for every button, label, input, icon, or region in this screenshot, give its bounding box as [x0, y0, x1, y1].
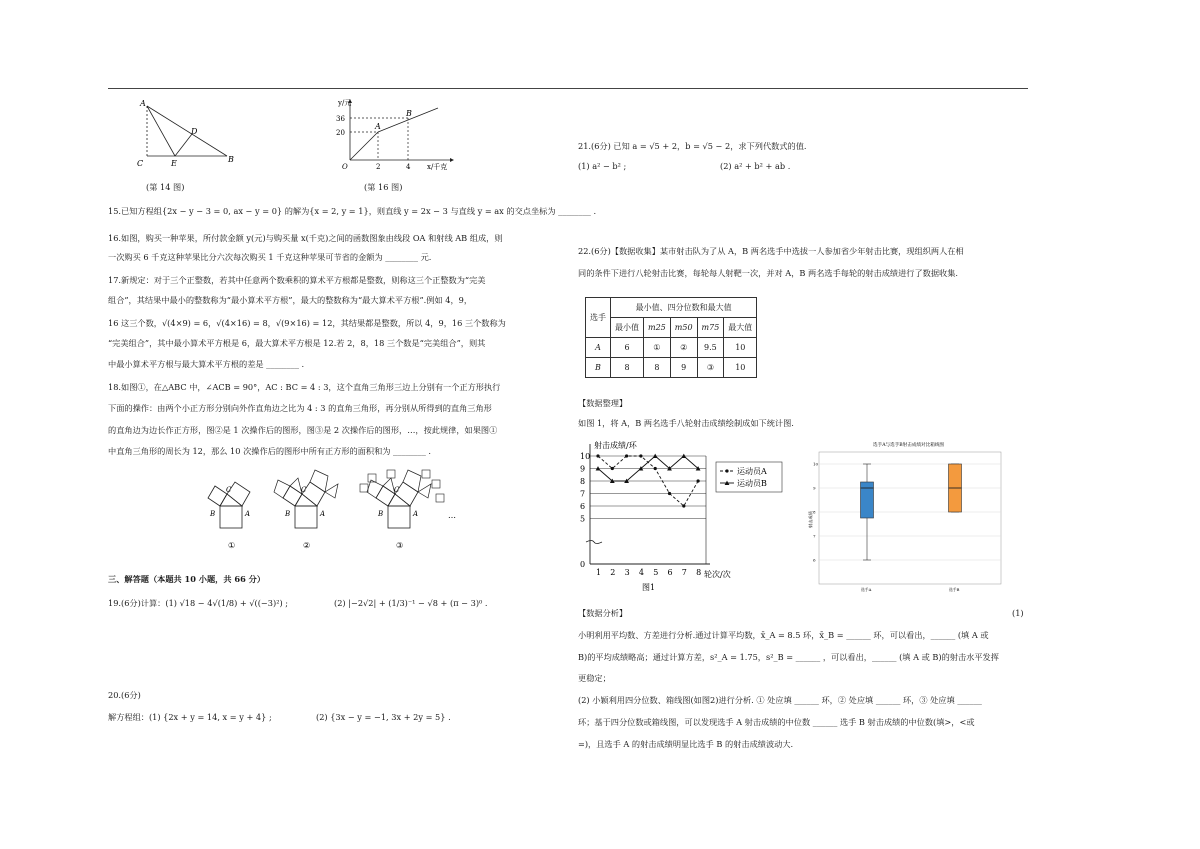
svg-text:B: B — [210, 510, 216, 518]
x-tick-label-b: 选手B — [949, 587, 960, 592]
analysis-1-line3: 更稳定； — [578, 673, 611, 683]
data-point-a — [639, 454, 642, 457]
question-21-part2: (2) a² + b² + ab . — [720, 161, 791, 171]
figure-caption: 图1 — [642, 583, 656, 592]
table-cell: 9 — [670, 358, 697, 378]
y-tick-label: 7 — [813, 533, 816, 539]
x-tick-label: 2 — [610, 568, 616, 577]
chart-title: 选手A与选手B射击成绩对比箱线图 — [873, 443, 945, 448]
fig18-stage1 — [208, 482, 250, 528]
question-18-line4: 中直角三角形的周长为 12，那么 10 次操作后的图形中所有正方形的面积和为 ________ . — [108, 446, 432, 456]
fig14-caption: (第 14 图) — [146, 182, 185, 192]
organize-heading: 【数据整理】 — [578, 398, 628, 408]
data-point-a — [654, 467, 657, 470]
fig16-xlabel: x/千克 — [427, 163, 448, 171]
fig16-tick-36: 36 — [336, 115, 345, 123]
legend-label-a: 运动员A — [737, 467, 767, 476]
y-tick-label: 10 — [813, 461, 819, 467]
x-tick-label: 3 — [624, 568, 630, 577]
x-tick-label: 1 — [596, 568, 602, 577]
table-header-player: 选手 — [586, 298, 611, 338]
plot-area — [819, 452, 1001, 584]
fig18-stage3 — [360, 470, 444, 528]
y-tick-label: 10 — [580, 452, 591, 461]
question-15: 15.已知方程组{2x − y − 3 = 0, ax − y = 0} 的解为{x = 2, y = 1}，则直线 y = 2x − 3 与直线 y = ax 的交点坐标为 ________ . — [108, 206, 597, 216]
table-cell: 6 — [611, 338, 644, 358]
data-point-a — [668, 492, 671, 495]
fig16-label-B: B — [406, 109, 412, 118]
fig18-stage2 — [274, 470, 338, 528]
y-tick-label: 8 — [580, 477, 586, 486]
fig16-caption: (第 16 图) — [364, 182, 403, 192]
fig14-label-C: C — [137, 159, 144, 168]
svg-text:A: A — [245, 510, 251, 518]
fig14-label-A: A — [140, 99, 146, 108]
question-22-line1: 22.(6分)【数据收集】某市射击队为了从 A，B 两名选手中选拔一人参加省少年射击比赛，现组织两人在相 — [578, 246, 964, 256]
analysis-2-line1: (2) 小颖利用四分位数、箱线图(如图2)进行分析. ① 处应填 ______ 环，② 处应填 ______ 环，③ 处应填 ______ — [578, 695, 982, 705]
x-tick-label: 7 — [681, 568, 687, 577]
table-col-min: 最小值 — [611, 318, 644, 338]
table-col-max: 最大值 — [724, 318, 757, 338]
svg-text:B: B — [378, 510, 384, 518]
table-row — [586, 358, 757, 378]
question-17-line5: 中最小算术平方根与最大算术平方根的差是 ________ . — [108, 359, 305, 369]
header-rule — [108, 88, 1028, 89]
table-row — [586, 338, 757, 358]
analysis-1-line1: 小明利用平均数、方差进行分析.通过计算平均数，x̄_A = 8.5 环，x̄_B = ______ 环，可以看出，______ (填 A 或 — [578, 630, 989, 640]
question-20-part2: (2) {3x − y = −1, 3x + 2y = 5} . — [316, 712, 451, 722]
x-tick-label: 6 — [667, 568, 673, 577]
data-point-a — [625, 454, 628, 457]
y-tick-label: 9 — [813, 485, 816, 491]
analysis-2-line2: 环；基于四分位数或箱线图，可以发现选手 A 射击成绩的中位数 ______ 选手 B 射击成绩的中位数(填>，<或 — [578, 717, 975, 727]
table-cell: 8 — [644, 358, 671, 378]
table-cell: ② — [670, 338, 697, 358]
y-tick-label: 9 — [580, 464, 586, 474]
analysis-heading: 【数据分析】 — [578, 608, 628, 618]
svg-text:B: B — [285, 510, 291, 518]
table-cell: 8 — [611, 358, 644, 378]
fig14-label-B: B — [228, 155, 234, 164]
x-tick-label-a: 选手A — [861, 587, 872, 592]
table-header-group: 最小值、四分位数和最大值 — [611, 298, 757, 318]
fig16-label-O: O — [342, 163, 348, 171]
table-col-m25: m25 — [644, 318, 671, 338]
question-16-line2: 一次购买 6 千克这种苹果比分六次每次购买 1 千克这种苹果可节省的金额为 ________ 元. — [108, 252, 432, 262]
table-cell: ① — [644, 338, 671, 358]
x-tick-label: 4 — [638, 568, 644, 577]
table-cell: ③ — [697, 358, 724, 378]
fig18-diagram — [200, 466, 480, 554]
table-cell: 10 — [724, 338, 757, 358]
data-point-a — [596, 454, 599, 457]
fig18-ellipsis: … — [448, 511, 456, 520]
y-tick-label: 6 — [580, 502, 586, 511]
x-tick-label: 5 — [653, 568, 659, 577]
question-17-line2: 组合”，其结果中最小的整数称为“最小算术平方根”，最大的整数称为“最大算术平方根”.例如 4，9， — [108, 295, 473, 305]
table-cell: 9.5 — [697, 338, 724, 358]
question-20-part1: 解方程组：(1) {2x + y = 14, x = y + 4} ; — [108, 712, 272, 722]
svg-text:A: A — [320, 510, 326, 518]
svg-text:C: C — [394, 486, 400, 494]
section-3-heading: 三、解答题（本题共 10 小题，共 66 分） — [108, 574, 266, 584]
analysis-2-line3: =)，且选手 A 的射击成绩明显比选手 B 的射击成绩波动大. — [578, 739, 794, 749]
fig14-diagram — [132, 98, 242, 170]
line-chart-fig1 — [576, 436, 796, 598]
y-tick-label: 7 — [580, 489, 586, 499]
box-plot-fig2 — [805, 436, 1015, 602]
fig16-tick-4: 4 — [406, 163, 411, 171]
analysis-1-line2: B)的平均成绩略高；通过计算方差，s²_A = 1.75，s²_B = ______ ，可以看出，______ (填 A 或 B)的射击水平发挥 — [578, 652, 999, 662]
y-tick-label: 0 — [580, 560, 586, 569]
question-17-line3: 16 这三个数，√(4×9) = 6，√(4×16) = 8，√(9×16) = 12，其结果都是整数，所以 4，9，16 三个数称为 — [108, 318, 506, 328]
question-18-line3: 的直角边为边长作正方形，图②是 1 次操作后的图形，图③是 2 次操作后的图形，…，按此规律，如果图① — [108, 425, 498, 435]
x-axis-label: 轮次/次 — [704, 570, 731, 579]
table-col-m50: m50 — [670, 318, 697, 338]
fig16-tick-20: 20 — [336, 129, 345, 137]
fig14-label-D: D — [191, 127, 198, 136]
fig18-caption-2: ② — [303, 541, 311, 550]
fig16-graph — [330, 98, 460, 172]
question-16-line1: 16.如图，购买一种苹果，所付款金额 y(元)与购买量 x(千克)之间的函数图象由线段 OA 和射线 AB 组成，则 — [108, 233, 503, 243]
question-18-line2: 下面的操作：由两个小正方形分别向外作直角边之比为 4 : 3 的直角三角形，再分别从所得到的直角三角形 — [108, 403, 492, 413]
table-col-m75: m75 — [697, 318, 724, 338]
question-17-line1: 17.新规定：对于三个正整数，若其中任意两个数乘积的算术平方根都是整数，则称这三个正整数为“完美 — [108, 275, 486, 285]
fig18-caption-1: ① — [228, 541, 236, 550]
y-axis-label: 射击成绩 — [808, 511, 813, 528]
x-tick-label: 8 — [696, 568, 702, 577]
box-a — [861, 482, 874, 518]
question-20-title: 20.(6分) — [108, 690, 141, 700]
organize-text: 如图 1，将 A，B 两名选手八轮射击成绩绘制成如下统计图. — [578, 418, 794, 428]
question-19-part1: 19.(6分)计算：(1) √18 − 4√(1/8) + √((−3)²) ; — [108, 598, 289, 608]
svg-text:A: A — [413, 510, 419, 518]
fig16-label-A: A — [375, 122, 381, 131]
fig16-ylabel: y/元 — [338, 99, 352, 107]
question-22-line2: 同的条件下进行八轮射击比赛，每轮每人射靶一次，并对 A，B 两名选手每轮的射击成绩进行了数据收集. — [578, 268, 958, 278]
legend-marker-a — [725, 469, 728, 472]
y-axis-label: 射击成绩/环 — [594, 441, 637, 450]
question-17-line4: “完美组合”，其中最小算术平方根是 6，最大算术平方根是 12.若 2，8，18 三个数是“完美组合”，则其 — [108, 338, 486, 348]
fig14-label-E: E — [171, 159, 177, 168]
y-tick-label: 8 — [813, 509, 816, 515]
question-21-part1: (1) a² − b² ; — [578, 161, 627, 171]
table-cell: B — [586, 358, 611, 378]
y-tick-label: 5 — [580, 514, 586, 524]
table-cell: A — [586, 338, 611, 358]
axis-break-mark — [586, 541, 602, 544]
svg-text:C: C — [301, 486, 307, 494]
fig18-caption-3: ③ — [396, 541, 404, 550]
question-19-part2: (2) |−2√2| + (1/3)⁻¹ − √8 + (π − 3)⁰ . — [334, 598, 488, 608]
fig16-tick-2: 2 — [376, 163, 381, 171]
y-tick-label: 6 — [813, 557, 816, 563]
legend-label-b: 运动员B — [737, 479, 767, 488]
data-point-a — [697, 479, 700, 482]
table-cell: 10 — [724, 358, 757, 378]
data-point-a — [682, 504, 685, 507]
question-21: 21.(6分) 已知 a = √5 + 2，b = √5 − 2，求下列代数式的值. — [578, 141, 807, 151]
data-point-a — [611, 467, 614, 470]
analysis-number: (1) — [1012, 608, 1024, 618]
svg-text:C: C — [226, 486, 232, 494]
question-18-line1: 18.如图①，在△ABC 中，∠ACB = 90°，AC : BC = 4 : 3，这个直角三角形三边上分别有一个正方形执行 — [108, 382, 501, 392]
quartile-table — [585, 297, 757, 378]
